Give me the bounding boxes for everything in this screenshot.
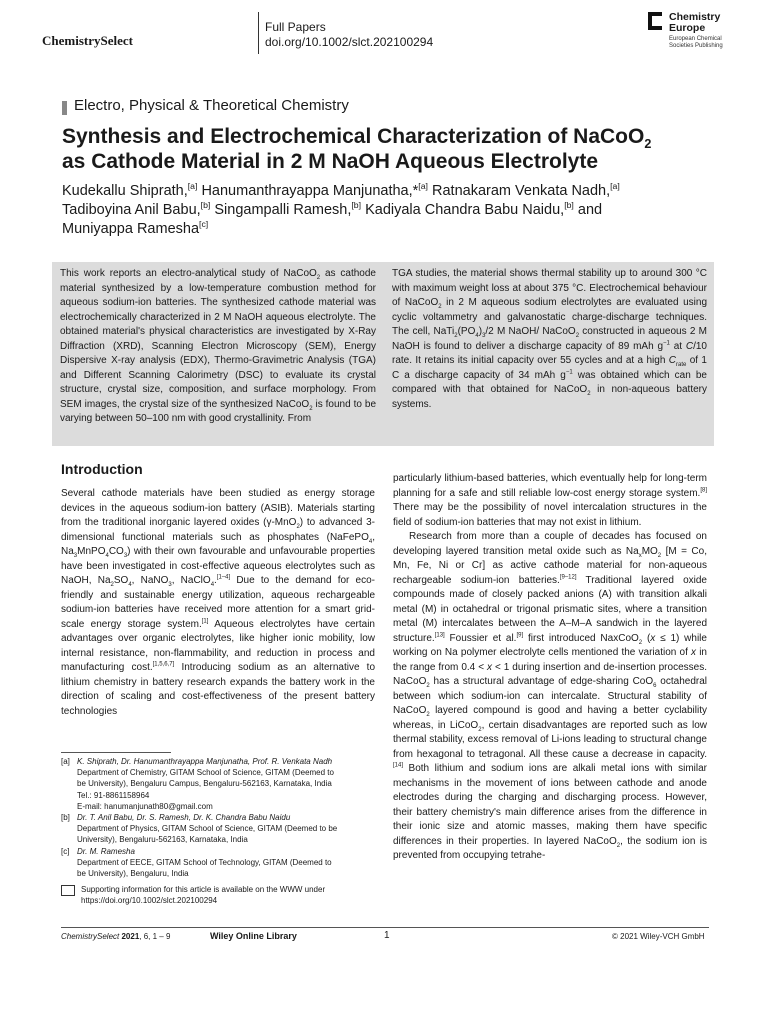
citation-rest: , 6, 1 – 9 <box>139 932 171 941</box>
wiley-online-library[interactable]: Wiley Online Library <box>210 931 297 941</box>
logo-mark-icon <box>648 12 662 30</box>
author-name[interactable]: Tadiboyina Anil Babu, <box>62 202 201 218</box>
author-name[interactable]: Hanumanthrayappa Manjunatha,* <box>201 183 419 199</box>
aff-names-c: Dr. M. Ramesha <box>77 846 135 856</box>
citation-journal: ChemistrySelect <box>61 932 120 941</box>
title-line-2: as Cathode Material in 2 M NaOH Aqueous Electrolyte <box>62 150 599 173</box>
aff-line: University), Bengaluru-562163, Karnataka, India <box>77 835 248 845</box>
aff-label-a: [a] <box>61 757 70 766</box>
page-number: 1 <box>384 930 390 941</box>
aff-line: be University), Bengaluru Campus, Bengaluru-562163, Karnataka, India <box>77 779 332 789</box>
author-list <box>62 182 712 239</box>
author-name[interactable]: Muniyappa Ramesha <box>62 221 200 237</box>
author-aff: [a] <box>418 181 428 192</box>
aff-email[interactable]: E-mail: hanumanjunath80@gmail.com <box>77 801 213 811</box>
si-link[interactable]: https://doi.org/10.1002/slct.202100294 <box>81 896 218 905</box>
logo-name-2: Europe <box>669 22 706 34</box>
aff-line: Department of EECE, GITAM School of Technology, GITAM (Deemed to <box>77 857 332 867</box>
aff-label-c: [c] <box>61 846 70 856</box>
logo-sub-2: Societies Publishing <box>669 43 723 49</box>
introduction-heading: Introduction <box>61 461 143 477</box>
body-column-right: particularly lithium-based batteries, which eventually help for long-term planning for a safe and still reliable low-cost energy storage system.[8] There may be the possibility of novel intercalation structures in the field of sodium-ion batteries that may not exist in lithium. Research from more than a couple of decades has focused on developing layered transition metal oxide such as $Na_xMO_2$ [M = Co, Mn, Fe, Ni or Cr] as active cathode material for non-aqueous rechargeable sodium-ion batteries.[9–12] Traditional layered oxide compounds made of closely packed anions (A) with transition alkali metal (M) in octahedral or trigonal prismatic sites, where a transition metal (M) intercalates between the A–M–A sandwich in the layered structure.[13] Foussier et al.[9] first introduced NaxCoO$_2$ (x ≤ 1) while working on Na polymer electrolyte cells mentioned the variation of x in the range from 0.4 < x < 1 during insertion and de-insertion processes. NaCoO$_2$ has a structural advantage of edge-sharing CoO$_6$ octahedral between which sodium-ion can intercalate. Structural stability of NaCoO$_2$ layered compound is good and having a better cyclability whereas, in LiCoO$_2$, certain disadvantages are reported such as low thermal stability, excess removal of Li-ions leading to structural change from hexagonal to tetragonal. All these cause a decrease in capacity.[14] Both lithium and sodium ions are alkali metal ions with similar mechanisms in the movement of ions between cathode and anode electrodes during the charging and discharging process. However, their battery chemistry's main difference arises from the difference in their ionic size and atomic masses, making them have specific differences in their properties. In layered NaCoO$_2$, the sodium ion is prevented from occupying tetrahe- <box>393 473 708 861</box>
title-line-1: Synthesis and Electrochemical Characterization of NaCoO <box>62 125 645 148</box>
footnote-divider <box>61 752 171 753</box>
supporting-info <box>61 884 379 906</box>
title-subscript: 2 <box>644 137 652 152</box>
author-name[interactable]: Kudekallu Shiprath, <box>62 183 188 199</box>
author-aff: [b] <box>351 200 362 211</box>
affiliations <box>61 756 379 879</box>
section-heading: Electro, Physical & Theoretical Chemistry <box>74 97 349 114</box>
author-aff: [a] <box>610 181 620 192</box>
aff-names-b: Dr. T. Anil Babu, Dr. S. Ramesh, Dr. K. Chandra Babu Naidu <box>77 813 291 823</box>
abstract-right: TGA studies, the material shows thermal stability up to around 300 °C with maximum weight loss at about 375 °C. Electrochemical behaviour of NaCoO$_2$ in 2 M aqueous sodium electrolytes are evaluated using cyclic voltammetry and galvanostatic charge-discharge techniques. The cell, $NaTi_2(PO_4)_3/2$ M NaOH/ NaCoO$_2$ constructed in aqueous 2 M NaOH is found to deliver a discharge capacity of 89 mAh $g^{-1}$ at C/10 rate. It retains its initial capacity over 55 cycles and at a high $C_{rate}$ of 1 C a discharge capacity of 34 mAh $g^{-1}$ was obtained which can be compared with that obtained for NaCoO$_2$ in non-aqueous battery systems. <box>392 268 708 410</box>
author-aff: [b] <box>200 200 211 211</box>
aff-tel: Tel.: 91-8861158964 <box>77 790 150 800</box>
logo-sub-1: European Chemical <box>669 36 722 42</box>
header-divider <box>258 12 259 54</box>
aff-line: Department of Physics, GITAM School of Science, GITAM (Deemed to be <box>77 824 338 834</box>
footer-divider <box>61 927 709 928</box>
logo-name-1: Chemistry <box>669 11 721 23</box>
author-name[interactable]: Kadiyala Chandra Babu Naidu, <box>365 202 565 218</box>
citation-year: 2021 <box>121 932 140 941</box>
article-title <box>62 124 722 174</box>
aff-line: Department of Chemistry, GITAM School of Science, GITAM (Deemed to <box>77 768 334 778</box>
author-aff: [c] <box>199 219 209 230</box>
body-column-left: Several cathode materials have been studied as energy storage devices in the aqueous sodium-ion battery (ASIB). Materials starting from the traditional inorganic layered oxides (γ-MnO$_2$) to advanced 3-dimensional functional materials such as phosphates (NaFePO$_4$, $Na_3MnPO_4CO_3$) with their own favourable and unfavourable properties have been investigated in cost-effective aqueous electrolytes such as NaOH, $Na_2SO_4$, NaNO$_3$, NaClO$_4$.[1–4] Due to the demand for eco-friendly and sustainable energy utilization, aqueous rechargeable sodium-ion batteries have received more attention for a smart grid-scale energy storage system.[1] Aqueous electrolytes have certain advantages over organic electrolytes, like higher ionic mobility, low internal resistance, non-flammability, and reduction in process and manufacturing cost.[1,5,6,7] Introducing sodium as an alternative to lithium chemistry in battery research expands the battery work in the direction of scaling and cost-effectiveness of the present battery technologies <box>61 488 376 717</box>
author-name[interactable]: Ratnakaram Venkata Nadh, <box>432 183 611 199</box>
computer-icon <box>61 885 75 896</box>
author-name[interactable]: Singampalli Ramesh, <box>214 202 352 218</box>
author-aff: [a] <box>187 181 198 192</box>
doi-link[interactable]: doi.org/10.1002/slct.202100294 <box>265 35 434 49</box>
copyright: © 2021 Wiley-VCH GmbH <box>612 932 705 941</box>
aff-line: be University), Bengaluru, India <box>77 869 189 879</box>
article-type: Full Papers <box>265 20 326 34</box>
citation <box>61 932 170 941</box>
si-text: Supporting information for this article is available on the WWW under <box>81 885 326 894</box>
section-marker <box>62 101 67 115</box>
aff-names-a: K. Shiprath, Dr. Hanumanthrayappa Manjunatha, Prof. R. Venkata Nadh <box>77 757 333 766</box>
abstract-left: This work reports an electro-analytical study of NaCoO$_2$ as cathode material synthesized by a low-temperature combustion method for aqueous sodium-ion batteries. The synthesized cathode material was electrochemically characterized in 2 M NaOH aqueous electrolyte. The obtained material's physical characteristics are investigated by X-Ray Diffraction (XRD), Scanning Electron Microscopy (SEM), Energy Dispersive X-ray analysis (EDX), Thermo-Gravimetric Analysis (TGA) and Different Scanning Calorimetry (DSC) to evaluate its crystal structure, crystal size, composition, and surface morphology. From SEM images, the crystal size of the synthesized NaCoO$_2$ is found to be varying between 50–100 nm with good crystallinity. From <box>60 268 376 424</box>
publisher-logo <box>648 12 758 54</box>
author-conjunction: and <box>577 202 603 218</box>
author-aff: [b] <box>564 200 574 211</box>
aff-label-b: [b] <box>61 813 70 823</box>
abstract-box <box>52 262 714 446</box>
journal-name: ChemistrySelect <box>42 33 133 48</box>
